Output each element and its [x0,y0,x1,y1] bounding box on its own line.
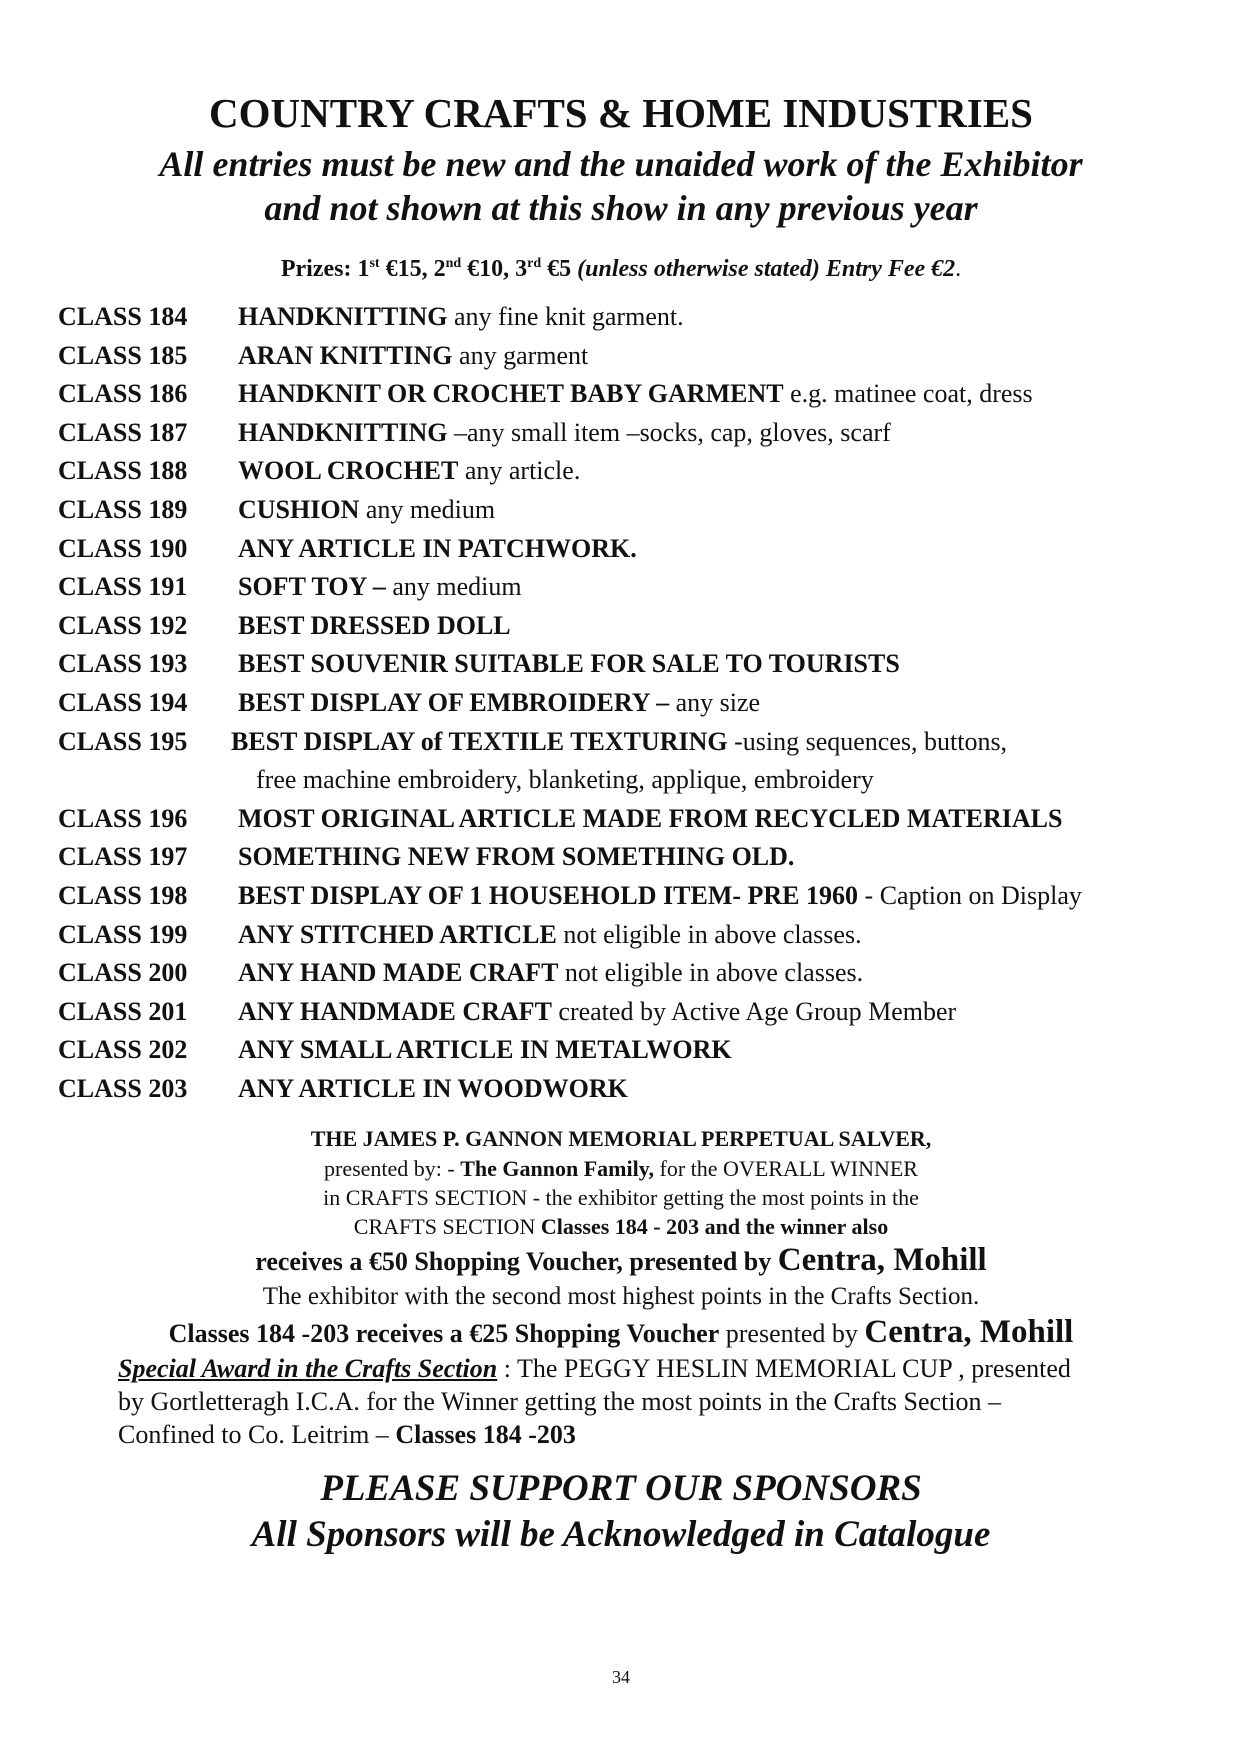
award-line-7 [0,1312,1242,1354]
footer-support-heading: PLEASE SUPPORT OUR SPONSORS [320,1468,922,1509]
sponsor-name: Centra, Mohill [777,1242,987,1278]
class-number: CLASS 198 [58,880,188,910]
class-name: BEST DRESSED DOLL [238,610,511,640]
first-amount: €15, 2 [379,256,446,282]
class-name: HANDKNIT OR CROCHET BABY GARMENT [238,379,784,409]
class-continuation: free machine embroidery, blanketing, applique, embroidery [256,765,874,795]
class-row [0,337,1242,376]
page-number: 34 [612,1667,630,1687]
award-line-5 [0,1240,1242,1282]
subtitle-line-2: and not shown at this show in any previous year [264,188,978,228]
footer-acknowledge-line: All Sponsors will be Acknowledged in Catalogue [251,1514,991,1555]
second-amount: €10, 3 [461,256,528,282]
class-desc: any size [669,687,761,717]
class-name: SOFT TOY – [238,572,386,602]
award-line-4-pre: CRAFTS SECTION [353,1214,541,1239]
sponsor-name: Centra, Mohill [864,1314,1074,1350]
page-title: COUNTRY CRAFTS & HOME INDUSTRIES [209,90,1033,136]
special-award-line-1-rest: : The PEGGY HESLIN MEMORIAL CUP , presented [497,1354,1071,1383]
class-row [0,877,1242,916]
prizes-line [0,253,1242,285]
class-name: ANY HAND MADE CRAFT [238,958,559,988]
class-number: CLASS 189 [58,494,188,524]
class-row [0,1070,1242,1109]
class-list [0,298,1242,1108]
class-number: CLASS 188 [58,456,188,486]
class-row [0,491,1242,530]
award-line-2 [0,1154,1242,1184]
prizes-note: (unless otherwise stated) Entry Fee €2 [571,256,956,282]
class-number: CLASS 190 [58,533,188,563]
award-line-7-bold: Classes 184 -203 receives a €25 Shopping Voucher [168,1319,720,1348]
class-name: ANY SMALL ARTICLE IN METALWORK [238,1035,732,1065]
award-line-2-post: for the OVERALL WINNER [654,1156,918,1181]
class-desc: created by Active Age Group Member [551,996,957,1026]
class-name: ANY ARTICLE IN PATCHWORK. [238,533,637,563]
special-award-line-3-pre: Confined to Co. Leitrim – [118,1420,396,1449]
class-row [0,452,1242,491]
class-name: ANY STITCHED ARTICLE [238,919,557,949]
subtitle-line-1: All entries must be new and the unaided work of the Exhibitor [159,144,1083,184]
class-number: CLASS 203 [58,1073,188,1103]
class-name: BEST DISPLAY of TEXTILE TEXTURING [231,726,728,756]
class-number: CLASS 194 [58,687,188,717]
class-row [0,954,1242,993]
third-amount: €5 [541,256,572,282]
class-name: CUSHION [238,494,360,524]
class-number: CLASS 192 [58,610,188,640]
second-sup: nd [445,256,462,271]
class-name: ANY HANDMADE CRAFT [238,996,552,1026]
award-line-4-bold: Classes 184 - 203 and the winner also [540,1214,889,1239]
class-name: HANDKNITTING [238,302,448,331]
class-desc: not eligible in above classes. [558,958,864,988]
class-row [0,298,1242,337]
class-desc: any article. [458,456,581,486]
class-name: MOST ORIGINAL ARTICLE MADE FROM RECYCLED MATERIALS [238,803,1063,833]
class-name: HANDKNITTING [238,417,448,447]
prizes-label: Prizes: 1 [280,256,370,282]
first-sup: st [369,256,380,271]
class-number: CLASS 201 [58,996,188,1026]
special-award-line-3-bold: Classes 184 -203 [395,1420,576,1449]
award-line-2-pre: presented by: - [324,1156,461,1181]
class-desc: -using sequences, buttons, [727,726,1008,756]
award-line-5-bold: receives a €50 Shopping Voucher, presented by [255,1247,778,1276]
class-row [0,916,1242,955]
class-name: WOOL CROCHET [238,456,459,486]
special-award-line-3 [118,1418,576,1451]
class-desc: any medium [359,494,496,524]
class-row [0,645,1242,684]
class-name: SOMETHING NEW FROM SOMETHING OLD. [238,842,795,872]
class-row [0,530,1242,569]
class-desc: any garment [452,340,589,370]
class-row [0,414,1242,453]
class-row [0,375,1242,414]
prizes-end: . [955,256,962,282]
class-row [0,568,1242,607]
class-number: CLASS 187 [58,417,188,447]
class-name: BEST DISPLAY OF EMBROIDERY – [238,687,670,717]
class-name: ANY ARTICLE IN WOODWORK [238,1073,628,1103]
class-row [0,838,1242,877]
class-desc: not eligible in above classes. [556,919,862,949]
class-number: CLASS 202 [58,1035,188,1065]
class-number: CLASS 195 [58,726,188,756]
award-line-6: The exhibitor with the second most highest points in the Crafts Section. [262,1283,980,1310]
class-number: CLASS 185 [58,340,188,370]
award-line-7-mid: presented by [719,1319,865,1348]
class-desc: - Caption on Display [858,880,1082,910]
third-sup: rd [527,256,542,271]
class-number: CLASS 193 [58,649,188,679]
class-continuation-row [0,761,1242,800]
class-desc: any medium [385,572,522,602]
class-number: CLASS 186 [58,379,188,409]
class-desc: e.g. matinee coat, dress [783,379,1033,409]
special-award-line-1 [118,1352,1071,1385]
class-row [0,684,1242,723]
class-number: CLASS 191 [58,572,188,602]
award-line-1: THE JAMES P. GANNON MEMORIAL PERPETUAL SALVER, [310,1126,932,1151]
class-desc: –any small item –socks, cap, gloves, scarf [447,417,891,447]
class-number: CLASS 199 [58,919,188,949]
class-number: CLASS 196 [58,803,188,833]
class-row [0,800,1242,839]
award-line-3: in CRAFTS SECTION - the exhibitor getting the most points in the [323,1185,919,1210]
class-name: BEST DISPLAY OF 1 HOUSEHOLD ITEM- PRE 1960 [238,880,859,910]
class-number: CLASS 197 [58,842,188,872]
class-name: ARAN KNITTING [238,340,453,370]
class-number: CLASS 184 [58,302,188,331]
award-line-4 [0,1212,1242,1242]
special-award-line-2: by Gortletteragh I.C.A. for the Winner getting the most points in the Crafts Section – [118,1387,1002,1416]
class-desc: any fine knit garment. [447,302,684,331]
class-row [0,993,1242,1032]
class-number: CLASS 200 [58,958,188,988]
class-row [0,723,1242,762]
special-award-label: Special Award in the Crafts Section [118,1354,498,1383]
class-row [0,607,1242,646]
class-row [0,1031,1242,1070]
award-line-2-bold: The Gannon Family, [460,1156,655,1181]
class-name: BEST SOUVENIR SUITABLE FOR SALE TO TOURISTS [238,649,900,679]
